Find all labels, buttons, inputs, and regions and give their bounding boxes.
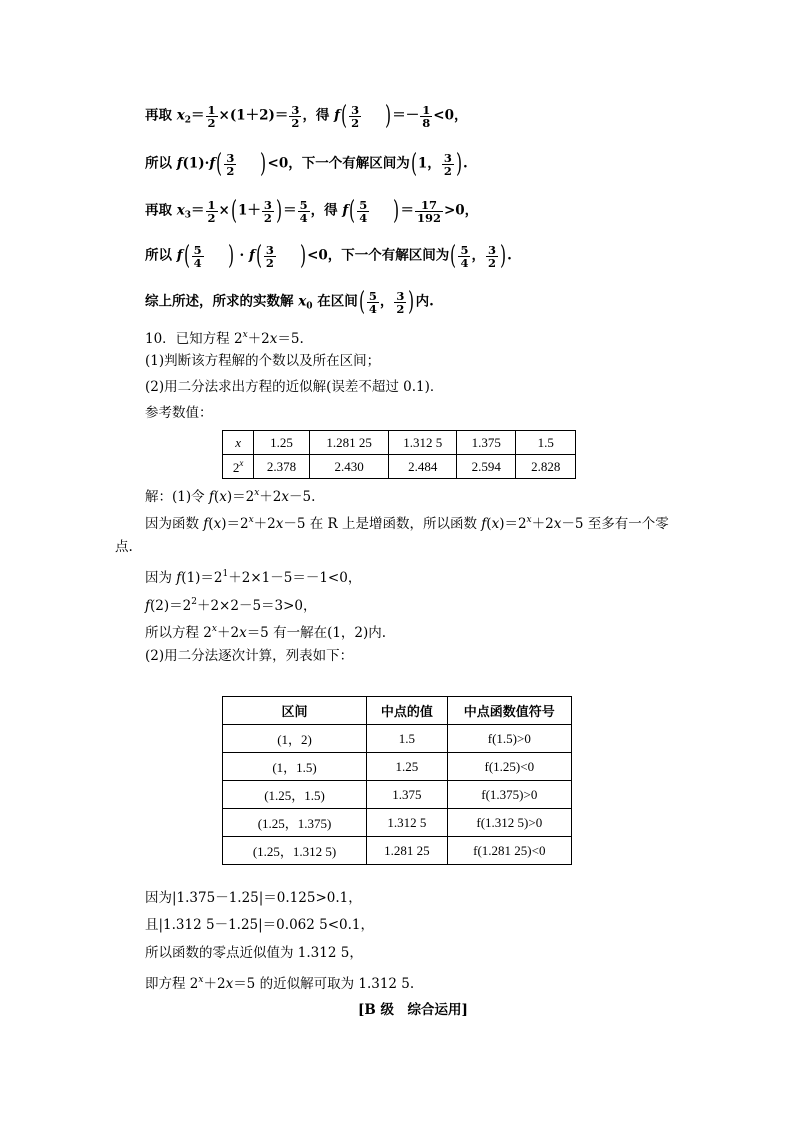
solution-f2: $f(2)=2^2+2\times 2-5=3>0$， [145, 597, 317, 614]
problem-10-title: 10．已知方程 $2^x+2x=5$. [145, 330, 304, 347]
line-x3: 再取 $x_3=$ $\frac{1}{2}$ ×(1＋ $\frac{3}{2}$ )＝ $\frac{5}{4}$ ，得 f( $\frac{5}{4}$ )＝ $\frac{17}{192}$ >0， [145, 196, 479, 226]
line-conclusion: 综上所述，所求的实数解 $x_0$ 在区间( $\frac{5}{4}$ ， $\frac{3}{2}$ )内. [145, 287, 434, 317]
conclusion-4: 即方程 $2^x+2x=5$ 的近似解可取为 1.312 5. [145, 975, 415, 992]
table-row: x 1.25 1.281 25 1.312 5 1.375 1.5 [223, 431, 576, 455]
reference-label: 参考数值： [145, 405, 213, 421]
solution-2-intro: (2)用二分法逐次计算，列表如下： [145, 648, 354, 664]
question-1: (1)判断该方程解的个数以及所在区间； [145, 353, 381, 369]
section-heading: [B 级 综合运用] [358, 1002, 468, 1018]
solution-1-intro: 解：(1)令 $f(x)=2^x+2x-5$. [145, 488, 316, 505]
conclusion-1: 因为|1.375－1.25|＝0.125>0.1， [145, 890, 362, 906]
line-interval-1: 所以 f(1)·f( $\frac{3}{2}$ )<0，下一个有解区间为(1， $\frac{3}{2}$ ). [145, 149, 468, 179]
line-x2: 再取 $x_2=$ $\frac{1}{2}$ ×(1＋2)＝ $\frac{3}{2}$ ，得 f( $\frac{3}{2}$ )＝－ $\frac{1}{8}$ <0， [145, 101, 468, 131]
solution-monotonic-wrap: 点. [115, 539, 133, 555]
solution-f1: 因为 $f(1)=2^1+2\times 1-5=-1<0$， [145, 569, 362, 586]
conclusion-3: 所以函数的零点近似值为 1.312 5， [145, 945, 363, 961]
conclusion-2: 且|1.312 5－1.25|＝0.062 5<0.1， [145, 917, 374, 933]
bisection-table [222, 696, 572, 865]
table-header-row: 区间 中点的值 中点函数值符号 [223, 697, 572, 725]
question-2: (2)用二分法求出方程的近似解(误差不超过 0.1)． [145, 379, 444, 395]
table-row: (1.25，1.312 5) 1.281 25 f(1.281 25)<0 [223, 837, 572, 865]
table-row: (1.25，1.375) 1.312 5 f(1.312 5)>0 [223, 809, 572, 837]
line-interval-2: 所以 f( $\frac{5}{4}$ ) · f( $\frac{3}{2}$ )<0，下一个有解区间为( $\frac{5}{4}$ ， $\frac{3}{2}$ ). [145, 241, 512, 271]
table-row: 2$^x$ 2.378 2.430 2.484 2.594 2.828 [223, 455, 576, 479]
table-row: (1，2) 1.5 f(1.5)>0 [223, 725, 572, 753]
table-row: (1.25，1.5) 1.375 f(1.375)>0 [223, 781, 572, 809]
reference-values-table [222, 430, 576, 479]
solution-monotonic: 因为函数 $f(x)=2^x+2x-5$ 在 R 上是增函数，所以函数 $f(x)=2^x+2x-5$ 至多有一个零 [145, 515, 669, 532]
table-row: (1，1.5) 1.25 f(1.25)<0 [223, 753, 572, 781]
solution-root-interval: 所以方程 $2^x+2x=5$ 有一解在(1，2)内. [145, 624, 387, 641]
